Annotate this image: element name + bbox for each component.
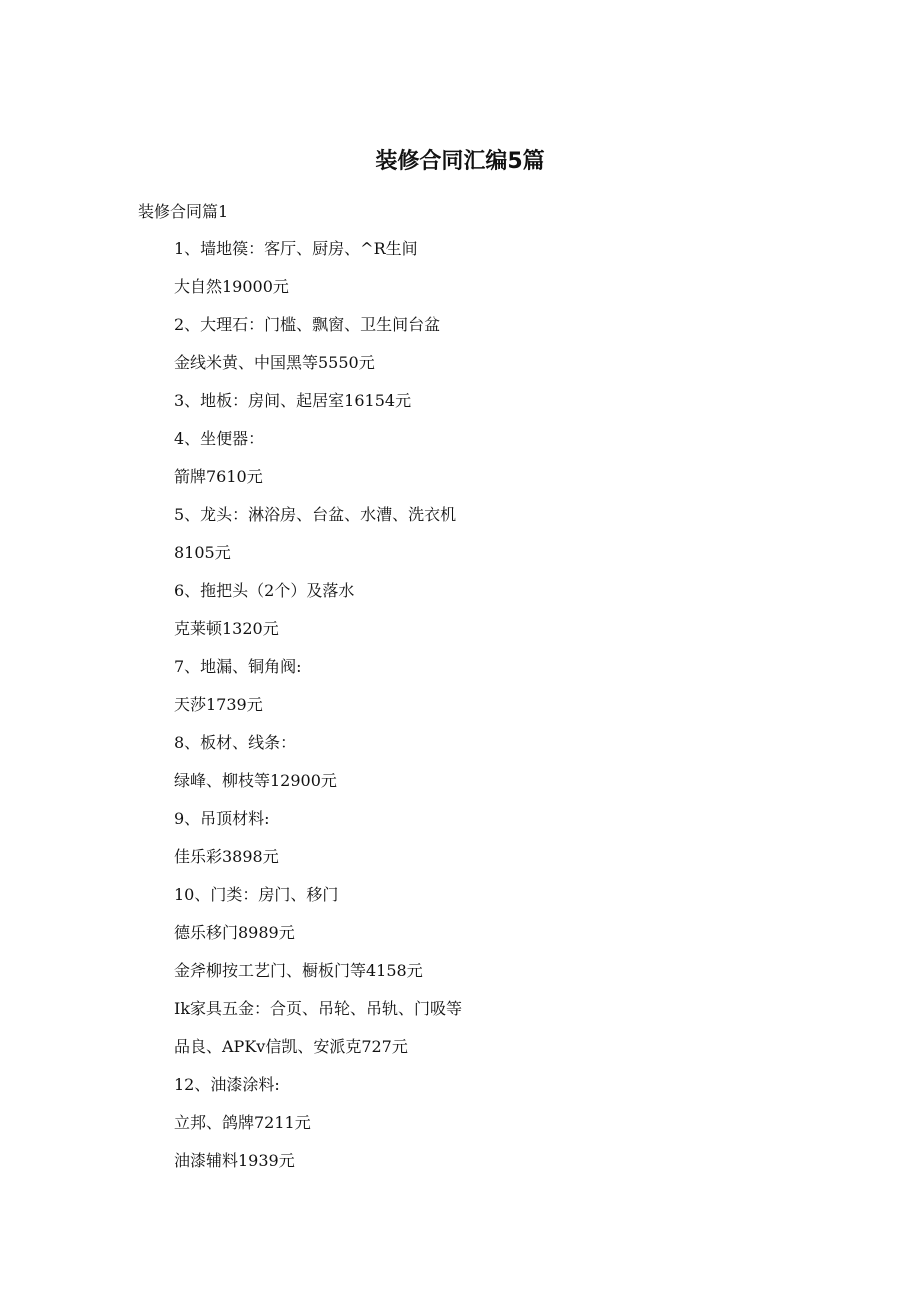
content-line: 德乐移门8989元 — [174, 923, 295, 942]
content-line: 克莱顿1320元 — [174, 619, 279, 638]
content-line: 8105元 — [174, 543, 231, 562]
content-line: 5、龙头：淋浴房、台盆、水漕、洗衣机 — [174, 505, 457, 524]
content-line: 7、地漏、铜角阀: — [174, 657, 302, 676]
content-line: 品良、APKv信凯、安派克727元 — [174, 1037, 408, 1056]
content-line: 佳乐彩3898元 — [174, 847, 279, 866]
content-line: 8、板材、线条： — [174, 733, 297, 752]
content-line: Ik家具五金：合页、吊轮、吊轨、门吸等 — [174, 999, 463, 1018]
content-line: 天莎1739元 — [174, 695, 263, 714]
content-line: 1、墙地篌：客厅、厨房、^R生间 — [174, 239, 418, 258]
content-line: 2、大理石：门槛、飘窗、卫生间台盆 — [174, 315, 441, 334]
content-line: 4、坐便器： — [174, 429, 265, 448]
document-title: 装修合同汇编5篇 — [375, 149, 545, 174]
content-line: 12、油漆涂料: — [174, 1075, 280, 1094]
content-line: 大自然19000元 — [174, 277, 289, 296]
content-line: 油漆辅料1939元 — [174, 1151, 295, 1170]
content-line: 金斧柳按工艺门、橱板门等4158元 — [174, 961, 423, 980]
content-line: 6、拖把头（2个）及落水 — [174, 581, 355, 600]
content-line: 绿峰、柳枝等12900元 — [174, 771, 337, 790]
content-line: 10、门类：房门、移门 — [174, 885, 339, 904]
content-line: 金线米黄、中国黑等5550元 — [174, 353, 375, 372]
content-lines — [174, 236, 814, 1186]
content-line: 箭牌7610元 — [174, 467, 263, 486]
content-line: 3、地板：房间、起居室16154元 — [174, 391, 412, 410]
content-line: 9、吊顶材料: — [174, 809, 270, 828]
section-heading: 装修合同篇1 — [138, 202, 229, 221]
content-line: 立邦、鸽牌7211元 — [174, 1113, 311, 1132]
